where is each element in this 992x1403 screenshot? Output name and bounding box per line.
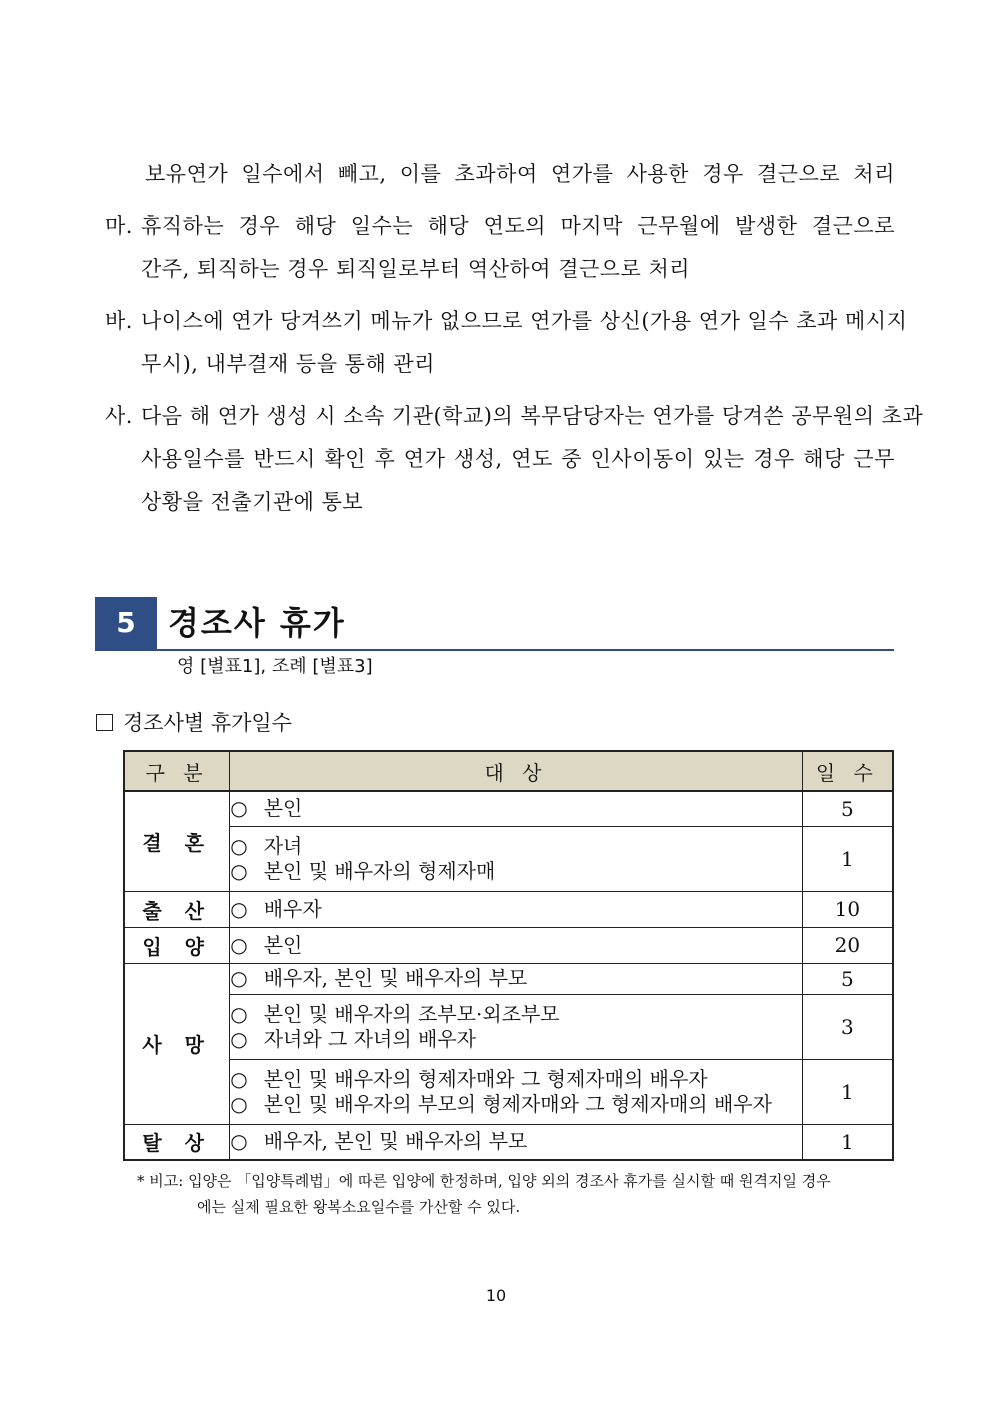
table-row [124, 1124, 893, 1160]
target-item: ○ 배우자, 본인 및 배우자의 부모 [230, 1129, 528, 1154]
item-sa-line-3: 상황을 전출기관에 통보 [141, 490, 364, 514]
bullet-icon: ○ [230, 833, 248, 858]
category-birth: 출 산 [124, 891, 230, 927]
target-cell [230, 891, 802, 927]
days-cell: 20 [802, 927, 893, 963]
section-title: 경조사 휴가 [168, 604, 346, 642]
header-days: 일 수 [802, 751, 893, 791]
target-item: ○ 본인 [230, 796, 303, 821]
target-item: ○ 본인 [230, 932, 303, 957]
item-ma-marker: 마. [105, 214, 133, 238]
item-ba-line-1: 나이스에 연가 당겨쓰기 메뉴가 없으므로 연가를 상신(가용 연가 일수 초과 메시지 [141, 309, 908, 333]
item-sa-line-2: 사용일수를 반드시 확인 후 연가 생성, 연도 중 인사이동이 있는 경우 해당 근무 [141, 447, 895, 471]
target-cell [230, 963, 802, 994]
table-row [124, 963, 893, 994]
table-row [124, 791, 893, 826]
section-subtitle: 영 [별표1], 조례 [별표3] [177, 656, 373, 677]
days-cell: 3 [802, 994, 893, 1059]
table-header-row [124, 751, 893, 791]
bullet-icon: ○ [230, 896, 248, 921]
target-item: ○ 배우자, 본인 및 배우자의 부모 [230, 966, 528, 990]
table-heading-label: 경조사별 휴가일수 [123, 711, 292, 735]
target-item: ○ 본인 및 배우자의 형제자매 [230, 858, 496, 883]
bullet-icon: ○ [230, 966, 248, 990]
category-death: 사 망 [124, 963, 230, 1124]
page-number: 10 [485, 1286, 507, 1305]
item-ba-line-2: 무시), 내부결재 등을 통해 관리 [141, 352, 436, 376]
days-cell: 5 [802, 791, 893, 826]
days-cell: 1 [802, 1124, 893, 1160]
item-sa-line-1: 다음 해 연가 생성 시 소속 기관(학교)의 복무담당자는 연가를 당겨쓴 공무원의 초과 [141, 404, 924, 428]
leave-table [123, 750, 894, 1161]
item-ba-marker: 바. [105, 309, 133, 333]
item-sa-marker: 사. [105, 404, 133, 428]
body-line-1: 보유연가 일수에서 빼고, 이를 초과하여 연가를 사용한 경우 결근으로 처리 [145, 162, 895, 186]
header-target: 대 상 [230, 751, 802, 791]
section-underline [95, 649, 894, 651]
days-cell: 5 [802, 963, 893, 994]
category-adoption: 입 양 [124, 927, 230, 963]
target-cell [230, 791, 802, 826]
target-item: ○ 본인 및 배우자의 부모의 형제자매와 그 형제자매의 배우자 [230, 1091, 772, 1116]
table-note-line-2: 에는 실제 필요한 왕복소요일수를 가산할 수 있다. [197, 1198, 521, 1216]
category-marriage: 결 혼 [124, 791, 230, 891]
table-note-line-1: * 비고: 입양은 「입양특례법」에 따른 입양에 한정하며, 입양 외의 경조사 휴가를 실시할 때 원격지일 경우 [137, 1172, 831, 1190]
target-item: ○ 본인 및 배우자의 형제자매와 그 형제자매의 배우자 [230, 1066, 708, 1091]
target-cell [230, 1059, 802, 1124]
bullet-icon: ○ [230, 796, 248, 821]
section-number: 5 [95, 597, 157, 649]
bullet-icon: ○ [230, 1066, 248, 1091]
bullet-icon: ○ [230, 1026, 248, 1051]
days-cell: 10 [802, 891, 893, 927]
bullet-icon: ○ [230, 1001, 248, 1026]
target-cell [230, 1124, 802, 1160]
target-cell [230, 826, 802, 891]
table-heading [96, 708, 292, 738]
target-item: ○ 본인 및 배우자의 조부모·외조부모 [230, 1001, 560, 1026]
category-mourning-end: 탈 상 [124, 1124, 230, 1160]
checkbox-icon [96, 714, 113, 731]
days-cell: 1 [802, 1059, 893, 1124]
bullet-icon: ○ [230, 932, 248, 957]
table-row [124, 826, 893, 891]
table-row [124, 927, 893, 963]
table-row [124, 1059, 893, 1124]
table-row [124, 994, 893, 1059]
table-row [124, 891, 893, 927]
bullet-icon: ○ [230, 1129, 248, 1154]
bullet-icon: ○ [230, 858, 248, 883]
item-ma-line-1: 휴직하는 경우 해당 일수는 해당 연도의 마지막 근무월에 발생한 결근으로 [141, 214, 895, 238]
header-category: 구 분 [124, 751, 230, 791]
target-cell [230, 994, 802, 1059]
target-item: ○ 자녀와 그 자녀의 배우자 [230, 1026, 476, 1051]
bullet-icon: ○ [230, 1091, 248, 1116]
item-ma-line-2: 간주, 퇴직하는 경우 퇴직일로부터 역산하여 결근으로 처리 [141, 257, 691, 281]
target-item: ○ 배우자 [230, 896, 322, 921]
target-item: ○ 자녀 [230, 833, 303, 858]
target-cell [230, 927, 802, 963]
days-cell: 1 [802, 826, 893, 891]
